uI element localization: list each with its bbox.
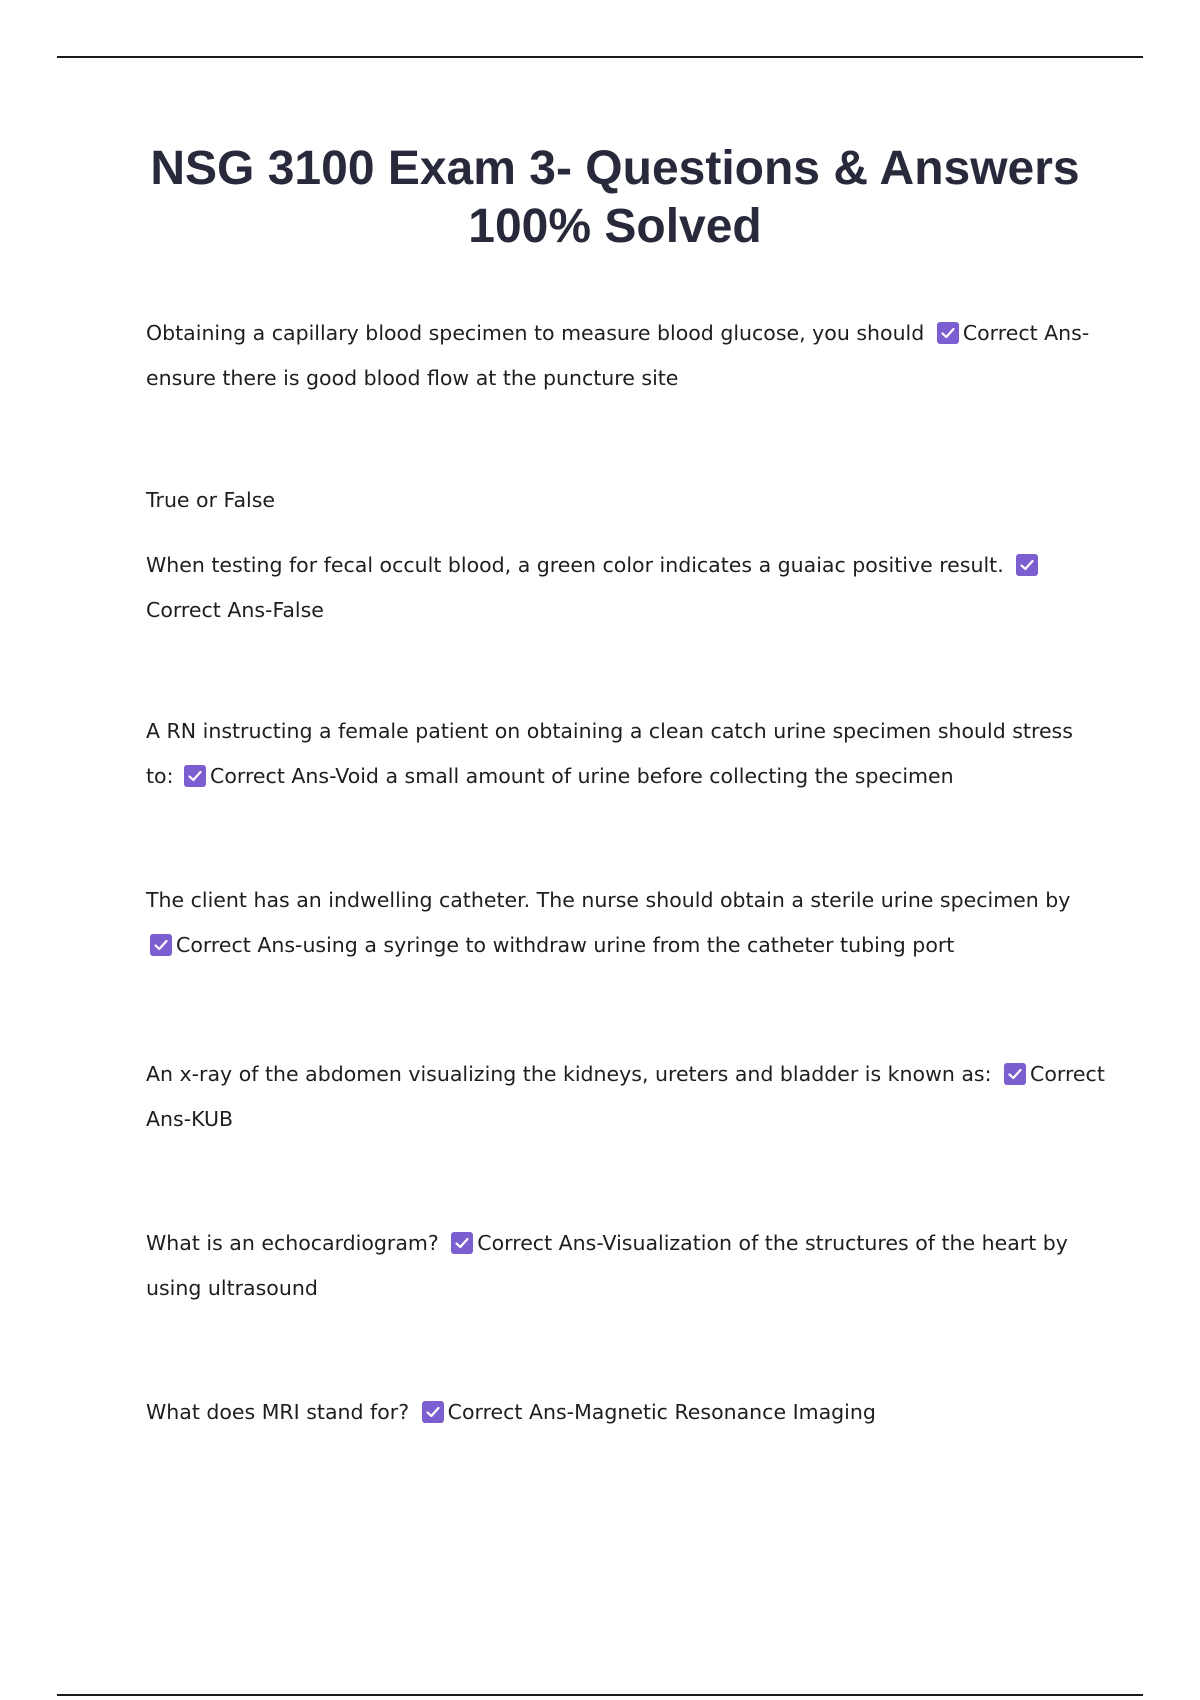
question-text: The client has an indwelling catheter. The nurse should obtain a sterile urine specimen by bbox=[146, 888, 1071, 912]
answer-prefix: Correct Ans- bbox=[176, 933, 303, 957]
qa-item-2 bbox=[146, 543, 1106, 633]
qa-item-6 bbox=[146, 1221, 1106, 1311]
question-text: What does MRI stand for? bbox=[146, 1400, 410, 1424]
answer-text: ensure there is good blood flow at the puncture site bbox=[146, 366, 679, 390]
qa-item-1 bbox=[146, 311, 1106, 401]
question-text: What is an echocardiogram? bbox=[146, 1231, 439, 1255]
bottom-rule bbox=[57, 1694, 1143, 1696]
answer-prefix: Correct Ans- bbox=[477, 1231, 603, 1255]
qa-item-3 bbox=[146, 709, 1106, 799]
answer-prefix: Correct Ans- bbox=[210, 764, 336, 788]
answer-text: using a syringe to withdraw urine from the catheter tubing port bbox=[302, 933, 955, 957]
qa-item-4 bbox=[146, 878, 1106, 968]
checkbox-checked-icon bbox=[1004, 1063, 1026, 1085]
question-text: Obtaining a capillary blood specimen to measure blood glucose, you should bbox=[146, 321, 925, 345]
qa-item-5 bbox=[146, 1052, 1106, 1142]
checkbox-checked-icon bbox=[184, 765, 206, 787]
checkbox-checked-icon bbox=[1016, 554, 1038, 576]
question-text: An x-ray of the abdomen visualizing the kidneys, ureters and bladder is known as: bbox=[146, 1062, 992, 1086]
answer-prefix: Correct Ans- bbox=[146, 1062, 1105, 1131]
question-text: A RN instructing a female patient on obtaining a clean catch urine specimen should stress to: bbox=[146, 719, 1073, 788]
answer-text: Magnetic Resonance Imaging bbox=[574, 1400, 876, 1424]
answer-prefix: Correct Ans- bbox=[146, 598, 273, 622]
document-title: NSG 3100 Exam 3- Questions & Answers 100% Solved bbox=[150, 142, 1080, 253]
checkbox-checked-icon bbox=[451, 1232, 473, 1254]
top-rule bbox=[57, 56, 1143, 58]
true-false-label: True or False bbox=[146, 488, 276, 512]
qa-item-7 bbox=[146, 1390, 1106, 1435]
answer-text: Visualization of the structures of the heart by using ultrasound bbox=[146, 1231, 1068, 1300]
question-text: When testing for fecal occult blood, a green color indicates a guaiac positive result. bbox=[146, 553, 1004, 577]
answer-text: Void a small amount of urine before collecting the specimen bbox=[335, 764, 954, 788]
checkbox-checked-icon bbox=[422, 1401, 444, 1423]
answer-text: False bbox=[272, 598, 324, 622]
answer-prefix: Correct Ans- bbox=[447, 1400, 575, 1424]
checkbox-checked-icon bbox=[937, 322, 959, 344]
answer-prefix: Correct Ans- bbox=[962, 321, 1090, 345]
checkbox-checked-icon bbox=[150, 934, 172, 956]
answer-text: KUB bbox=[191, 1107, 234, 1131]
